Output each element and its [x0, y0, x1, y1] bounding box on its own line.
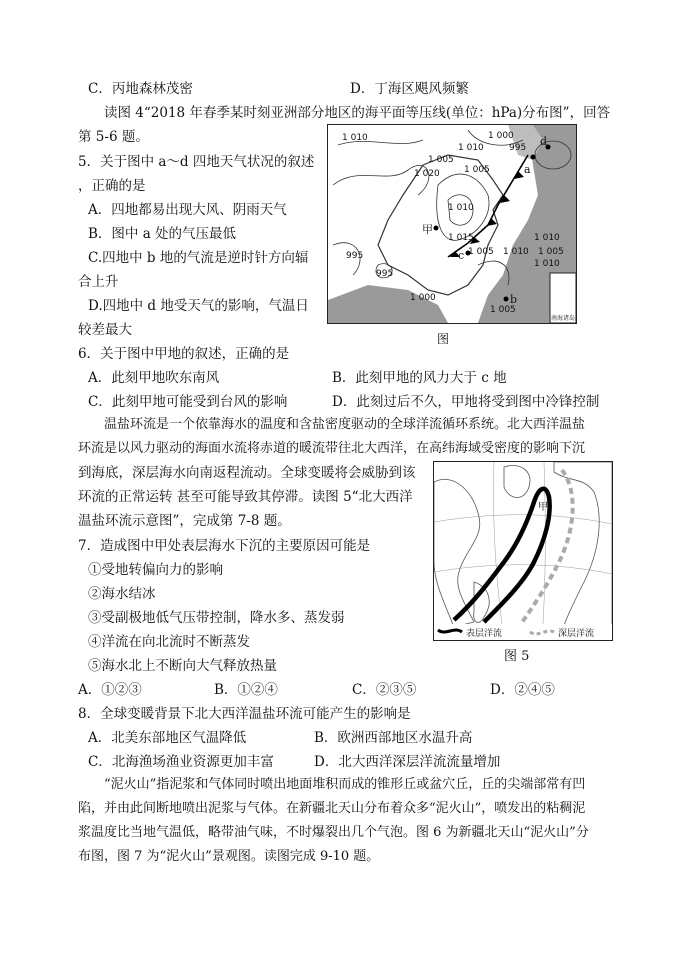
intro-78-line1: 温盐环流是一个依靠海水的温度和含盐密度驱动的全球洋流循环系统。北大西洋温盐 [104, 417, 586, 432]
legend-deep-label: 深层洋流 [558, 629, 595, 639]
legend-surface-label: 表层洋流 [466, 629, 503, 639]
figure-4-caption: 图 [437, 332, 450, 346]
isobar-label: 1 005 [468, 247, 494, 257]
intro-910-line2: 陷，并由此间断地喷出泥浆与气体。在新疆北天山分布着众多“泥火山”，喷发出的粘稠泥 [78, 801, 586, 816]
q8-stem: 8．全球变暖背景下北大西洋温盐环流可能产生的影响是 [78, 706, 411, 722]
north-america-outline [434, 479, 480, 627]
q6-option-b: B．此刻甲地的风力大于 c 地 [332, 370, 507, 386]
isobar-label: 1 005 [538, 247, 564, 257]
option-c-prev: C．丙地森林茂密 [88, 81, 193, 97]
inset-label: 南海诸岛 [551, 315, 576, 322]
legend-deep-swatch [530, 631, 554, 634]
isobar-label: 1 005 [428, 155, 454, 165]
q8-option-d: D．北大西洋深层洋流流量增加 [314, 754, 501, 770]
option-d-prev: D．丁海区飓风频繁 [350, 81, 469, 97]
figure-4-isobar-map [327, 124, 577, 324]
intro-56-line1: 读图 4“2018 年春季某时刻亚洲部分地区的海平面等压线(单位：hPa)分布图”，回答 [104, 105, 611, 121]
point-d-label: d [540, 135, 548, 148]
intro-78-line2: 环流是以风力驱动的海面水流将赤道的暖流带往北大西洋，在高纬海域受密度的影响下沉 [78, 441, 586, 456]
q5-option-d-2: 较差最大 [78, 322, 132, 338]
isobar-label: 1 005 [490, 305, 516, 315]
q5-stem-2: ，正确的是 [78, 178, 146, 194]
isobar-label: 1 015 [448, 233, 474, 243]
point-a-marker [531, 155, 536, 160]
isobar-label: 995 [509, 143, 527, 153]
q5-option-a: A．四地都易出现大风、阴雨天气 [88, 202, 287, 218]
q5-stem-1: 5．关于图中 a～d 四地天气状况的叙述 [78, 154, 315, 170]
china-outline [378, 155, 503, 295]
q7-option-b: B．①②④ [214, 682, 278, 698]
point-b-marker [504, 297, 509, 302]
q7-item-2: ②海水结冰 [88, 586, 156, 602]
intro-78-line5: 温盐环流示意图”，完成第 7-8 题。 [78, 513, 291, 529]
intro-78-line3: 到海底，深层海水向南返程流动。全球变暖将会威胁到该 [78, 465, 416, 481]
intro-910-line4: 布图，图 7 为“泥火山”景观图。读图完成 9-10 题。 [78, 849, 380, 864]
q7-stem: 7．造成图中甲处表层海水下沉的主要原因可能是 [78, 538, 371, 554]
q8-option-b: B．欧洲西部地区水温升高 [314, 730, 473, 746]
intro-78-line4: 环流的正常运转 甚至可能导致其停滞。读图 5“北大西洋 [78, 489, 413, 505]
q5-option-c-1: C.四地中 b 地的气流是逆时针方向辐 [88, 250, 309, 266]
isobar-label: 1 010 [458, 143, 484, 153]
q7-item-3: ③受副极地低气压带控制，降水多、蒸发弱 [88, 610, 345, 626]
point-b-label: b [510, 293, 518, 306]
q7-option-c: C．②③⑤ [352, 682, 417, 698]
isobar-label: 1 010 [448, 203, 474, 213]
q6-option-a: A．此刻甲地吹东南风 [88, 370, 220, 386]
q6-stem: 6．关于图中甲地的叙述，正确的是 [78, 346, 290, 362]
intro-56-line2: 第 5-6 题。 [78, 129, 149, 145]
intro-910-line3: 浆温度比当地气温低，略带油气味，不时爆裂出几个气泡。图 6 为新疆北天山“泥火山”分 [78, 825, 589, 840]
q7-item-1: ①受地转偏向力的影响 [88, 562, 223, 578]
point-jia-label: 甲 [422, 223, 433, 236]
q7-item-4: ④洋流在向北流时不断蒸发 [88, 634, 250, 650]
isobar-label: 1 005 [464, 165, 490, 175]
q5-option-d-1: D.四地中 d 地受天气的影响，气温日 [88, 298, 309, 314]
q8-option-a: A．北美东部地区气温降低 [88, 730, 247, 746]
point-a-label: a [524, 163, 531, 176]
figure-5-thc-map [433, 461, 613, 641]
point-jia-marker [434, 226, 439, 231]
q7-item-5: ⑤海水北上不断向大气释放热量 [88, 658, 277, 674]
isobar-label: 1 010 [342, 133, 368, 143]
thc-map-svg [434, 462, 612, 640]
q5-option-b: B．图中 a 处的气压最低 [88, 226, 237, 242]
isobar-label: 1 010 [534, 259, 560, 269]
q7-option-d: D．②④⑤ [490, 682, 555, 698]
q5-option-c-2: 合上升 [78, 274, 119, 290]
q7-option-a: A．①②③ [78, 682, 142, 698]
point-c-label: c [458, 249, 465, 262]
isobar-label: 1 000 [488, 131, 514, 141]
legend-surface-swatch [438, 630, 462, 632]
greenland-outline [504, 466, 530, 498]
isobar-label: 1 010 [503, 247, 529, 257]
intro-910-line1: “泥火山”指泥浆和气体同时喷出地面堆积而成的锥形丘或盆穴丘，丘的尖端部常有凹 [104, 777, 586, 792]
isobar-label: 1 020 [414, 169, 440, 179]
q6-option-c: C．此刻甲地可能受到台风的影响 [88, 394, 288, 410]
isobar-label: 1 010 [534, 233, 560, 243]
isobar-label: 1 000 [410, 293, 436, 303]
isobar-label: 995 [346, 251, 364, 261]
isobar-label: 995 [376, 269, 394, 279]
point-jia-label: 甲 [538, 502, 548, 513]
figure-5-caption: 图 5 [504, 649, 530, 664]
q6-option-d: D．此刻过后不久，甲地将受到图中冷锋控制 [332, 394, 600, 410]
q8-option-c: C．北海渔场渔业资源更加丰富 [88, 754, 274, 770]
